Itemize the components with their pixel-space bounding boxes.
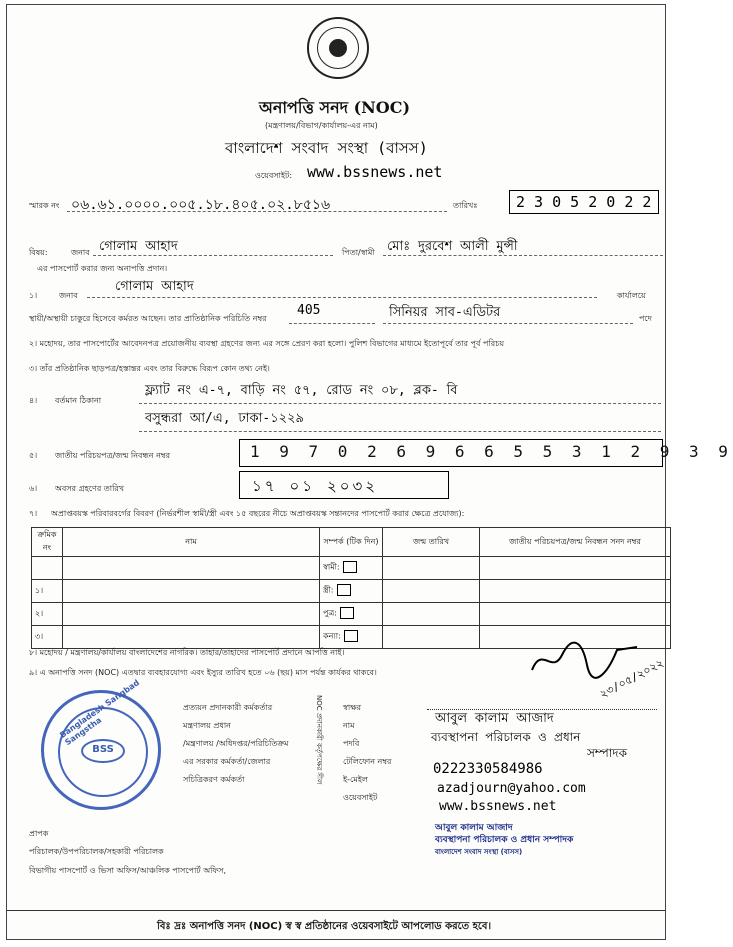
stamp-center-text: BSS bbox=[81, 739, 125, 763]
right-label: টেলিফোন নম্বর bbox=[343, 757, 392, 766]
footer-note: বিঃ দ্রঃ অনাপত্তি সনদ (NOC) স্ব স্ব প্রতিষ্ঠানের ওয়েবসাইটে আপলোড করতে হবে। bbox=[157, 921, 492, 932]
father-label: পিতা/স্বামী bbox=[342, 248, 375, 257]
seal-org: বাংলাদেশ সংবাদ সংস্থা (বাসস) bbox=[435, 848, 523, 856]
organization-name: বাংলাদেশ সংবাদ সংস্থা (বাসস) bbox=[225, 139, 428, 157]
seal-name: আবুল কালাম আজাদ bbox=[435, 823, 513, 833]
document-subtitle: (মন্ত্রণালয়/বিভাগ/কার্যালয়-এর নাম) bbox=[265, 121, 378, 130]
family-num: ৭। bbox=[29, 509, 38, 518]
right-label: পদবি bbox=[343, 739, 360, 748]
family-row-sl: ৩। bbox=[32, 626, 63, 649]
family-row-sl: ২। bbox=[32, 603, 63, 626]
relation-checkbox[interactable] bbox=[343, 561, 357, 573]
relation-checkbox[interactable] bbox=[337, 584, 351, 596]
nid-label: জাতীয় পরিচয়পত্র/জন্ম নিবন্ধন নম্বর bbox=[55, 451, 170, 460]
bss-round-stamp bbox=[41, 678, 161, 810]
signatory-designation-2: সম্পাদক bbox=[587, 746, 628, 760]
date-box bbox=[509, 190, 659, 214]
table-row bbox=[32, 557, 671, 580]
para9-text: ৯। এ অনাপত্তি সনদ (NOC) এতদ্বার ব্যবহারযোগ্য এবং ইস্যুর তারিখ হতে ০৬ (ছয়) মাস পর্যন্ত কার্যকর থাকবে। bbox=[29, 668, 377, 677]
address-line2: বসুন্ধরা আ/এ, ঢাকা-১২২৯ bbox=[145, 411, 304, 426]
recipient-line2: বিভাগীয় পাসপোর্ট ও ভিসা অফিস/আঞ্চলিক পাসপোর্ট অফিস, bbox=[29, 866, 227, 875]
left-label: সচিত্রিকরণ কর্মকর্তা bbox=[183, 775, 245, 784]
nid-box bbox=[239, 439, 733, 467]
family-table bbox=[31, 527, 671, 649]
memo-number: ০৬.৬১.০০০০.০০৫.১৮.৪০৫.০২.৮৫১৬ bbox=[71, 197, 331, 213]
para2-suffix: পদে bbox=[639, 314, 652, 323]
address-num: ৪। bbox=[29, 396, 38, 405]
family-header-sl: ক্রমিক নং bbox=[32, 528, 63, 557]
recipient-line1: পরিচালক/উপপরিচালক/সহকারী পরিচালক bbox=[29, 847, 164, 856]
left-label: প্রত্যয়ন প্রদানকারী কর্মকর্তার bbox=[183, 703, 273, 712]
right-label: ওয়েবসাইট bbox=[343, 793, 378, 802]
signatory-phone: 0222330584986 bbox=[433, 761, 543, 777]
family-header-nid: জাতীয় পরিচয়পত্র/জন্ম নিবন্ধন সনদ নম্বর bbox=[480, 528, 671, 557]
government-seal-icon bbox=[307, 17, 369, 79]
subject-label: বিষয়: bbox=[29, 248, 48, 257]
relation-label: পুত্র: bbox=[323, 608, 338, 618]
relation-checkbox[interactable] bbox=[340, 607, 354, 619]
memo-label: স্মারক নং bbox=[29, 201, 60, 210]
noc-seal-note: NOC প্রদানকারী কর্তৃপক্ষের সীল bbox=[315, 695, 323, 785]
family-header-name: নাম bbox=[63, 528, 320, 557]
father-name: মোঃ দুরবেশ আলী মুন্সী bbox=[387, 239, 518, 254]
table-row bbox=[32, 580, 671, 603]
signatory-email: azadjourn@yahoo.com bbox=[437, 781, 586, 796]
retirement-label: অবসর গ্রহণের তারিখ bbox=[55, 484, 125, 493]
left-label: মন্ত্রণালয় প্রধান bbox=[183, 721, 231, 730]
relation-label: স্ত্রী: bbox=[323, 585, 334, 595]
right-label: নাম bbox=[343, 721, 355, 730]
right-label: স্বাক্ষর bbox=[343, 703, 362, 712]
date-label: তারিখঃ bbox=[453, 201, 478, 210]
seal-title: ব্যবস্থাপনা পরিচালক ও প্রধান সম্পাদক bbox=[435, 835, 574, 845]
para1-suffix: কার্যালয়ে bbox=[617, 291, 646, 300]
nid-value: 1 9 7 0 2 6 9 6 6 5 5 3 1 2 9 3 9 bbox=[250, 442, 733, 461]
memo-date: 2 3 0 5 2 0 2 2 bbox=[516, 193, 652, 211]
signatory-designation-1: ব্যবস্থাপনা পরিচালক ও প্রধান bbox=[431, 730, 581, 744]
website-label: ওয়েবসাইট: bbox=[255, 171, 293, 180]
right-label: ই-মেইল bbox=[343, 775, 368, 784]
relation-label: স্বামী: bbox=[323, 562, 340, 572]
family-note: অপ্রাপ্তবয়স্ক পরিবারবর্গের বিবরণ (নির্ভরশীল স্বামী/স্ত্রী এবং ১৫ বছরের নীচে অপ্রাপ্তবয়স্ক সন্তানদের পাসপোর্ট করার ক্ষেত্রে প্রযোজ্য): bbox=[51, 509, 465, 518]
left-label-block bbox=[183, 699, 289, 789]
para3-text: ২। মহোদয়, তার পাসপোর্টের আবেদনপত্র প্রয়োজনীয় ব্যবস্থা গ্রহণের জন্য এর সঙ্গে প্রেরণ করা হলো। পুলিশ বিভাগের মাধ্যমে ইতোপূর্বে তার পূর্ব পরিচয় bbox=[29, 339, 505, 348]
para2-text: স্থায়ী/অস্থায়ী চাকুরে হিসেবে কর্মরত আছেন। তার প্রাতিষ্ঠানিক পরিচিতি নম্বর bbox=[29, 314, 267, 323]
stamp-org-text: Bangladesh Sangbad Sangstha bbox=[58, 678, 142, 748]
nid-num: ৫। bbox=[29, 451, 38, 460]
family-row-sl bbox=[32, 557, 63, 580]
subject-suffix: এর পাসপোর্ট করার জন্য অনাপত্তি প্রদান। bbox=[37, 264, 168, 273]
para8-text: ৮। মহোদয় / মন্ত্রণালয়/কার্যালয় বাংলাদেশের নাগরিক। তাহার/তাহাদের পাসপোর্ট প্রদানে আপত্তি নাই। bbox=[29, 648, 345, 657]
address-line1: ফ্ল্যাট নং এ-৭, বাড়ি নং ৫৭, রোড নং ০৮, ব্লক- বি bbox=[145, 383, 458, 398]
signature-date: ২৩/০৫/২০২২ bbox=[597, 656, 666, 701]
signatory-name: আবুল কালাম আজাদ bbox=[435, 711, 554, 726]
website-value: www.bssnews.net bbox=[307, 163, 443, 181]
left-label: /মন্ত্রণালয় /অধিদপ্তর/পরিচিতিক্রম bbox=[183, 739, 289, 748]
para1-num: ১। bbox=[29, 291, 38, 300]
family-header-relation: সম্পর্ক (টিক দিন) bbox=[320, 528, 383, 557]
relation-checkbox[interactable] bbox=[344, 630, 358, 642]
left-label: এর সরকার কর্মকর্তা/জেলার bbox=[183, 757, 271, 766]
right-label-block bbox=[343, 699, 391, 807]
para1-prefix: জনাব bbox=[59, 291, 78, 300]
document-title: অনাপত্তি সনদ (NOC) bbox=[259, 98, 411, 117]
subject-for-label: জনাব bbox=[71, 248, 90, 257]
para1-name: গোলাম আহাদ bbox=[115, 279, 194, 294]
retirement-num: ৬। bbox=[29, 484, 38, 493]
retirement-box bbox=[239, 471, 449, 499]
relation-label: কন্যা: bbox=[323, 631, 341, 641]
address-label: বর্তমান ঠিকানা bbox=[55, 396, 102, 405]
retirement-value: ১৭ ০১ ২০৩২ bbox=[252, 477, 379, 495]
para2-designation: সিনিয়র সাব-এডিটর bbox=[389, 305, 501, 320]
noc-document bbox=[6, 4, 733, 940]
family-row-sl: ১। bbox=[32, 580, 63, 603]
para4-text: ৩। তাঁর প্রতিষ্ঠানিক ছাড়পত্র/হস্তান্তর এবং তার বিরুদ্ধে বিরূপ কোন তথ্য নেই। bbox=[29, 364, 270, 373]
signatory-website: www.bssnews.net bbox=[439, 799, 557, 814]
table-row bbox=[32, 603, 671, 626]
recipient-label: প্রাপক bbox=[29, 829, 49, 838]
family-header-dob: জন্ম তারিখ bbox=[383, 528, 480, 557]
para2-id-number: 405 bbox=[297, 303, 321, 318]
official-name-seal bbox=[435, 822, 573, 858]
subject-name: গোলাম আহাদ bbox=[99, 239, 178, 254]
